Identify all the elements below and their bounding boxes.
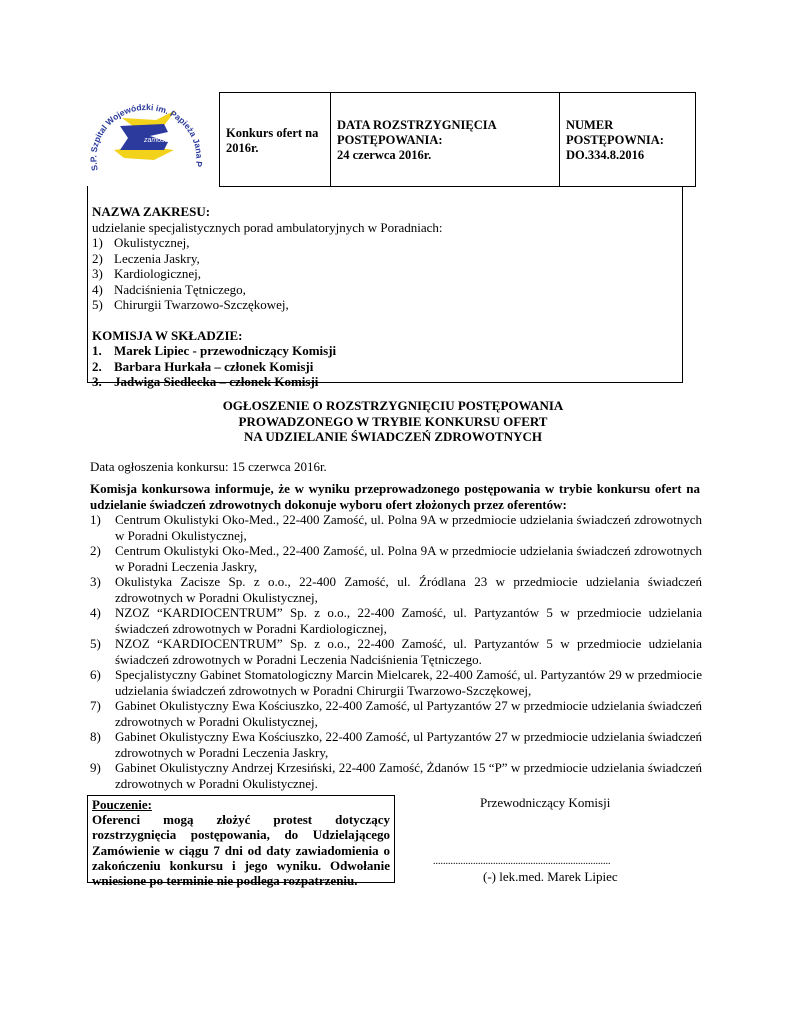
header-competition-cell xyxy=(219,92,331,187)
list-item-number: 2. xyxy=(92,358,102,374)
committee-list xyxy=(92,343,682,390)
list-item-text: Okulistycznej, xyxy=(114,235,190,250)
list-item-number: 5) xyxy=(90,636,101,651)
list-item-text: NZOZ “KARDIOCENTRUM” Sp. z o.o., 22-400 Zamość, ul. Partyzantów 5 w przedmiocie udzielania świadczeń zdrowotnych w Poradni Leczenia Nadciśnienia Tętniczego. xyxy=(115,636,702,667)
list-item-text: Leczenia Jaskry, xyxy=(114,250,200,266)
list-item-number: 4) xyxy=(90,605,101,620)
resolution-date-label: DATA ROZSTRZYGNIĘCIA POSTĘPOWANIA: xyxy=(337,118,496,147)
scope-description: udzielanie specjalistycznych porad ambulatoryjnych w Poradniach: xyxy=(92,219,443,235)
title-line: PROWADZONEGO W TRYBIE KONKURSU OFERT xyxy=(238,413,548,429)
list-item-number: 1) xyxy=(90,512,101,527)
list-item xyxy=(90,698,702,729)
selected-offers-list xyxy=(90,512,702,791)
notice-box xyxy=(87,795,395,889)
list-item-number: 3) xyxy=(90,574,101,589)
list-item-number: 1) xyxy=(92,235,103,250)
list-item xyxy=(90,512,702,543)
list-item-text: Gabinet Okulistyczny Andrzej Krzesiński, 22-400 Zamość, Żdanów 15 “P” w przedmiocie udzielania świadczeń zdrowotnych w Poradni Okulistycznej. xyxy=(115,760,702,791)
list-item-number: 5) xyxy=(92,297,103,312)
title-line: NA UDZIELANIE ŚWIADCZEŃ ZDROWOTNYCH xyxy=(244,429,542,444)
list-item-text: Okulistyka Zacisze Sp. z o.o., 22-400 Zamość, ul. Źródlana 23 w przedmiocie udzielania świadczeń zdrowotnych w Poradni Okulistycznej, xyxy=(115,574,702,605)
announcement-intro: Komisja konkursowa informuje, że w wyniku przeprowadzonego postępowania w trybie konkursu ofert na udzielanie świadczeń zdrowotnych dokonuje wyboru ofert złożonych przez oferentów: xyxy=(90,481,700,512)
list-item-number: 7) xyxy=(90,698,101,713)
list-item xyxy=(90,605,702,636)
list-item xyxy=(92,251,682,267)
list-item-number: 3. xyxy=(92,374,102,389)
list-item xyxy=(92,266,682,282)
list-item xyxy=(92,297,682,313)
list-item-text: Kardiologicznej, xyxy=(114,266,201,281)
list-item-number: 2) xyxy=(92,250,103,266)
list-item xyxy=(90,760,702,791)
scope-heading: NAZWA ZAKRESU: xyxy=(92,204,211,219)
announcement-date: Data ogłoszenia konkursu: 15 czerwca 2016r. xyxy=(90,459,327,474)
committee-heading: KOMISJA W SKŁADZIE: xyxy=(92,327,243,343)
list-item-text: Gabinet Okulistyczny Ewa Kościuszko, 22-400 Zamość, ul Partyzantów 27 w przedmiocie udzielania świadczeń zdrowotnych w Poradni Leczenia Jaskry, xyxy=(115,729,702,760)
list-item xyxy=(92,374,682,390)
list-item xyxy=(92,359,682,375)
number-value: DO.334.8.2016 xyxy=(566,148,645,162)
scope-list xyxy=(92,235,682,313)
list-item xyxy=(90,574,702,605)
scope-box xyxy=(87,186,683,389)
notice-body: Oferenci mogą złożyć protest dotyczący rozstrzygnięcia postępowania, do Udzielającego Zamówienie w ciągu 7 dni od daty zawiadomienia o zakończeniu konkursu i jego wyniku. Odwołanie wniesione po terminie nie podlega rozpatrzeniu. xyxy=(92,812,390,889)
list-item-text: Jadwiga Siedlecka – członek Komisji xyxy=(114,374,319,389)
hospital-logo xyxy=(84,98,214,188)
signature-name: (-) lek.med. Marek Lipiec xyxy=(483,869,618,884)
list-item-text: Gabinet Okulistyczny Ewa Kościuszko, 22-400 Zamość, ul Partyzantów 27 w przedmiocie udzielania świadczeń zdrowotnych w Poradni Okulistycznej, xyxy=(115,698,702,729)
list-item-number: 3) xyxy=(92,266,103,281)
list-item xyxy=(90,636,702,667)
list-item xyxy=(92,235,682,251)
list-item-text: Marek Lipiec - przewodniczący Komisji xyxy=(114,343,337,358)
resolution-date-value: 24 czerwca 2016r. xyxy=(337,148,432,162)
list-item-text: Centrum Okulistyki Oko-Med., 22-400 Zamość, ul. Polna 9A w przedmiocie udzielania świadczeń zdrowotnych w Poradni Leczenia Jaskry, xyxy=(115,543,702,574)
hospital-logo-graphic xyxy=(84,98,214,188)
header-number-cell xyxy=(559,92,696,187)
list-item-text: Chirurgii Twarzowo-Szczękowej, xyxy=(114,297,289,312)
list-item xyxy=(90,543,702,574)
logo-ring-text: S.P. Szpital Wojewódzki im. Papieża Jana P xyxy=(88,101,205,172)
signature-title: Przewodniczący Komisji xyxy=(480,795,611,810)
list-item-text: Nadciśnienia Tętniczego, xyxy=(114,281,246,297)
logo-center-text: zamość xyxy=(144,137,169,144)
notice-heading: Pouczenie: xyxy=(92,797,152,812)
list-item-text: NZOZ “KARDIOCENTRUM” Sp. z o.o., 22-400 Zamość, ul. Partyzantów 5 w przedmiocie udzielania świadczeń zdrowotnych w Poradni Kardiologicznej, xyxy=(115,605,702,636)
list-item-number: 6) xyxy=(90,667,101,682)
header-date-cell xyxy=(330,92,560,187)
list-item xyxy=(90,729,702,760)
title-line: OGŁOSZENIE O ROZSTRZYGNIĘCIU POSTĘPOWANIA xyxy=(222,398,564,413)
list-item xyxy=(92,343,682,359)
list-item xyxy=(92,282,682,298)
list-item-number: 2) xyxy=(90,543,101,558)
number-label: NUMER POSTĘPOWNIA: xyxy=(566,118,664,147)
announcement-title xyxy=(87,398,699,445)
list-item-number: 9) xyxy=(90,760,101,775)
list-item-text: Specjalistyczny Gabinet Stomatologiczny Marcin Mielcarek, 22-400 Zamość, ul. Partyzantów 29 w przedmiocie udzielania świadczeń zdrowotnych w Poradni Chirurgii Twarzowo-Szczękowej, xyxy=(115,667,702,698)
list-item-text: Centrum Okulistyki Oko-Med., 22-400 Zamość, ul. Polna 9A w przedmiocie udzielania świadczeń zdrowotnych w Poradni Okulistycznej, xyxy=(115,512,702,543)
list-item-number: 4) xyxy=(92,281,103,297)
competition-label: Konkurs ofert na 2016r. xyxy=(226,126,319,155)
list-item-text: Barbara Hurkała – członek Komisji xyxy=(114,358,314,374)
list-item xyxy=(90,667,702,698)
list-item-number: 8) xyxy=(90,729,101,744)
list-item-number: 1. xyxy=(92,343,102,358)
signature-line: ....................................................................... xyxy=(433,856,611,867)
